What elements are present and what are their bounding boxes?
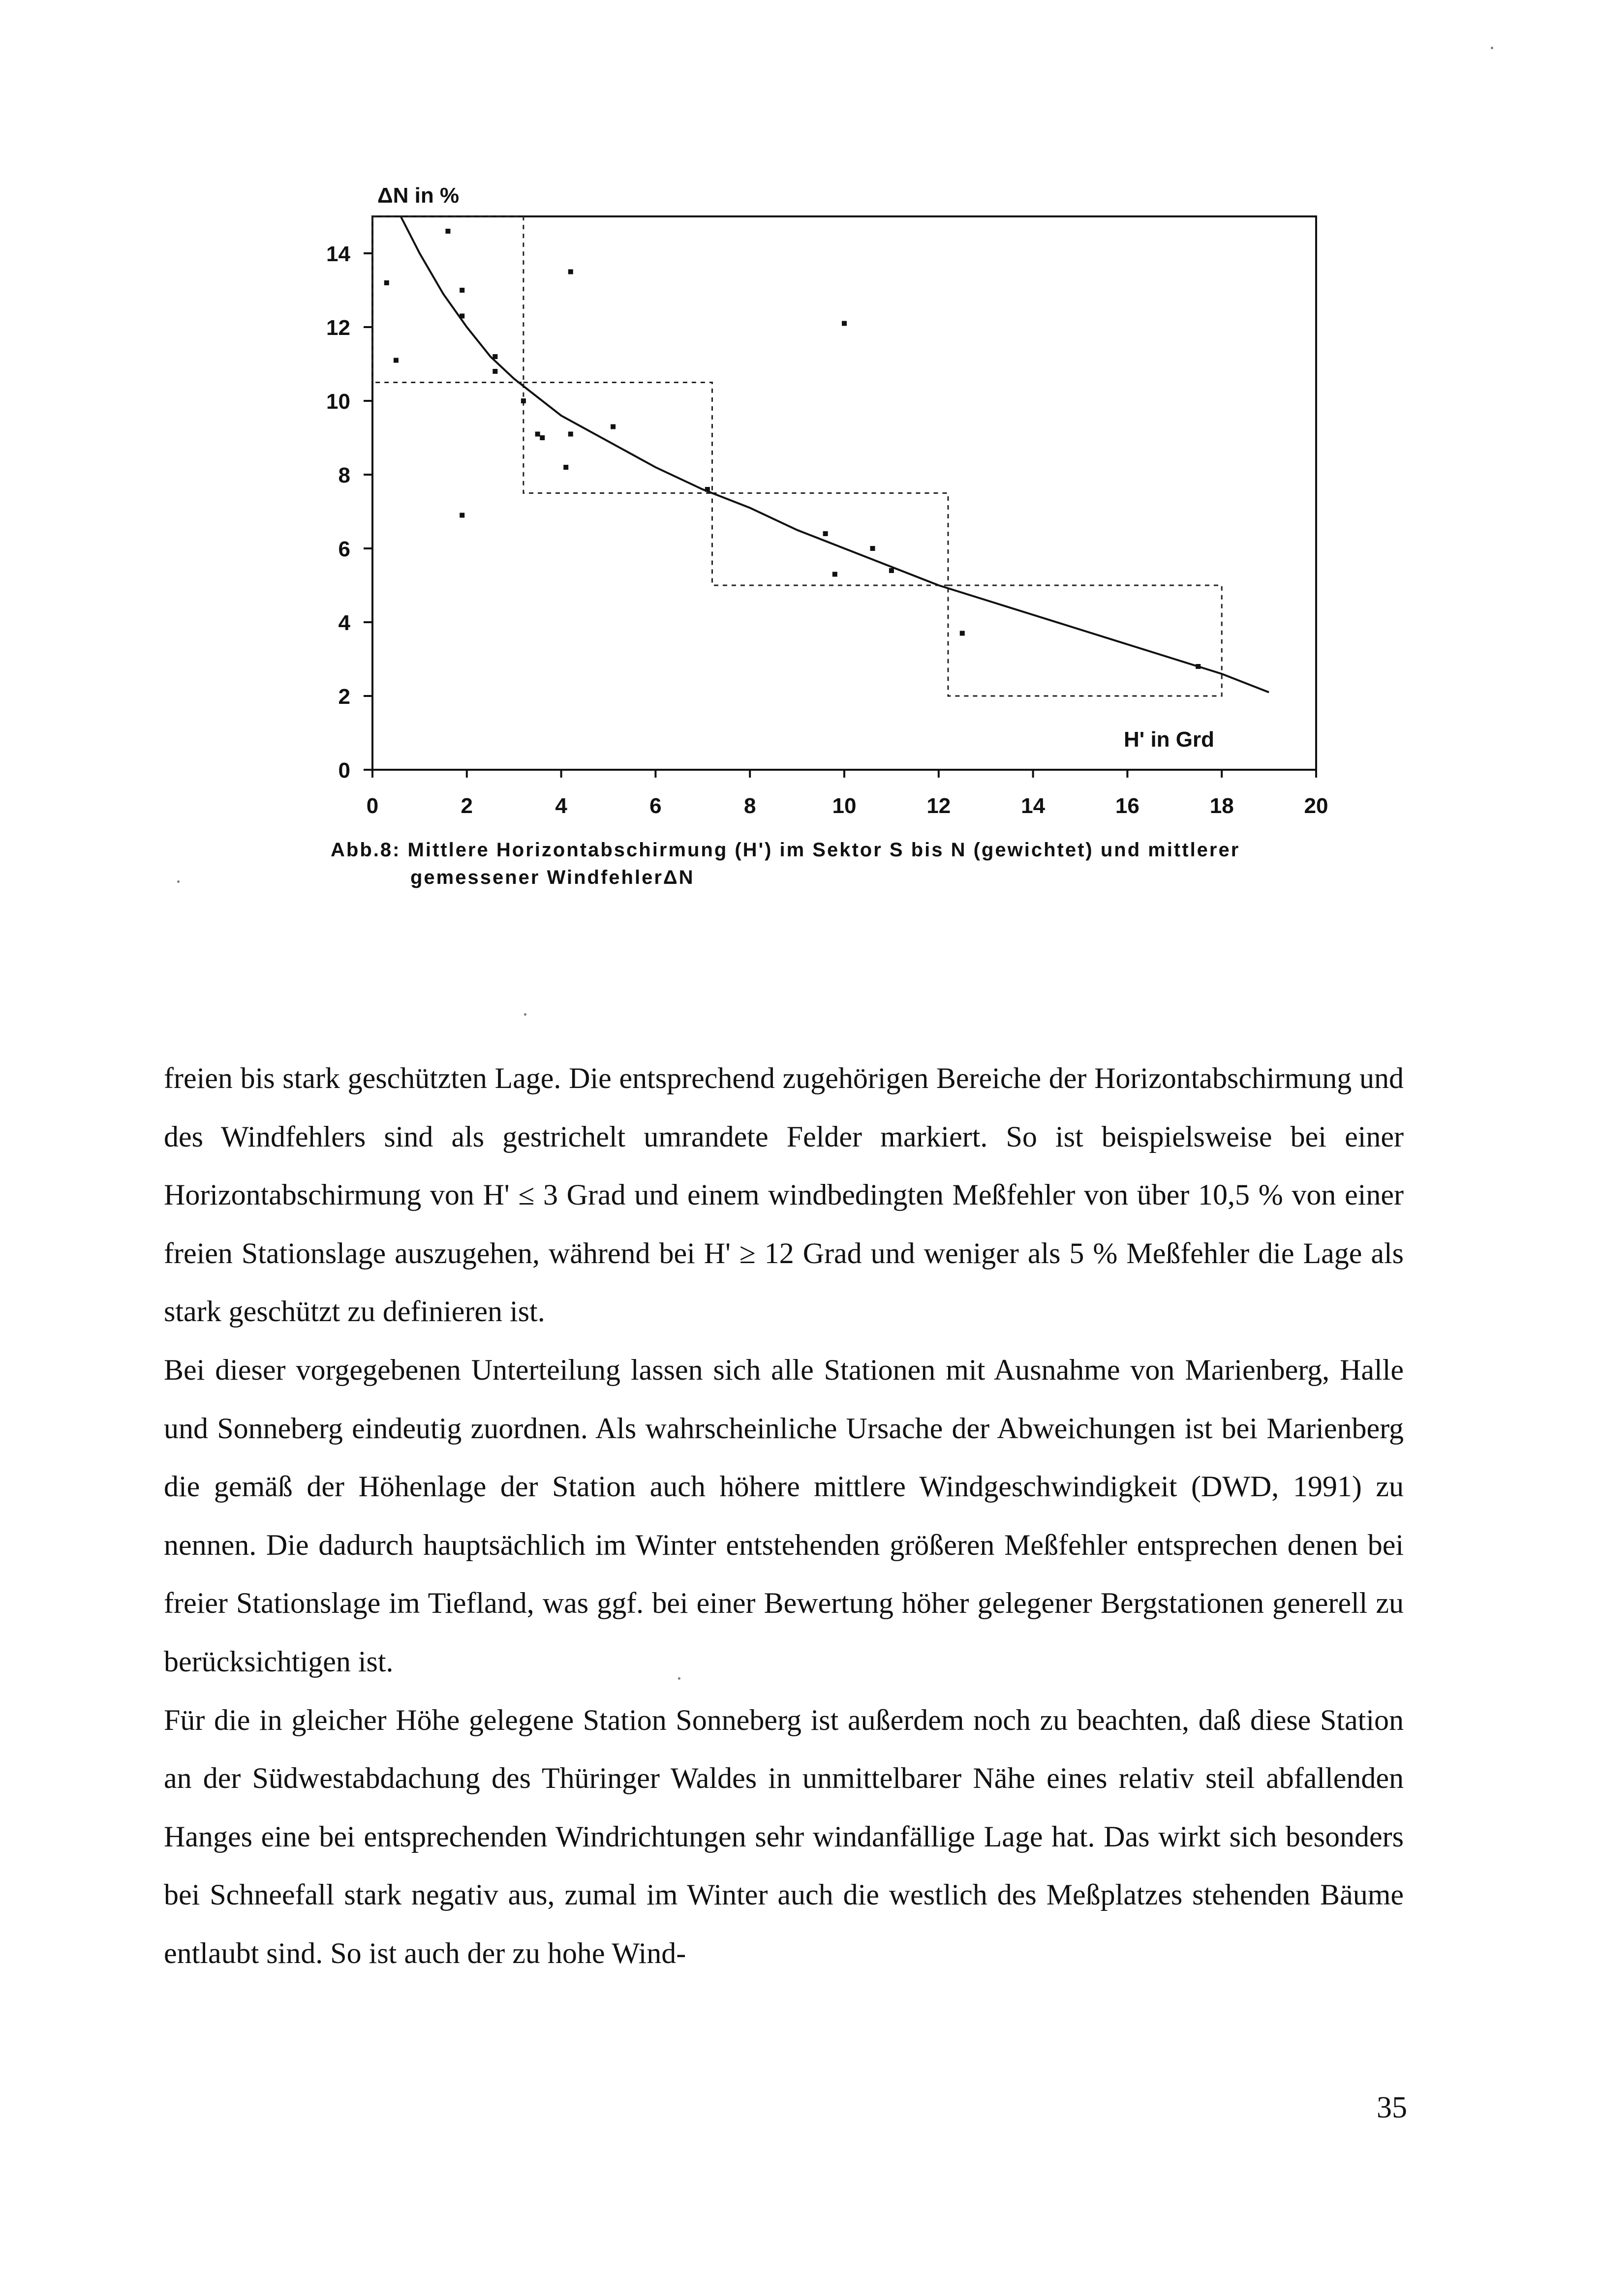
data-point bbox=[705, 487, 710, 492]
y-tick-label: 6 bbox=[338, 537, 350, 561]
data-point bbox=[445, 229, 450, 234]
data-point bbox=[460, 314, 464, 319]
x-tick-label: 16 bbox=[1115, 794, 1139, 818]
data-point bbox=[521, 398, 526, 403]
y-tick-label: 0 bbox=[338, 758, 350, 783]
x-tick-label: 10 bbox=[832, 794, 857, 818]
data-point bbox=[842, 321, 847, 326]
x-tick-label: 6 bbox=[649, 794, 662, 818]
page-number: 35 bbox=[1377, 2091, 1407, 2124]
y-tick-label: 10 bbox=[326, 390, 350, 414]
data-point bbox=[394, 358, 399, 363]
paragraph-3: Für die in gleicher Höhe gelegene Station Sonneberg ist außerdem noch zu beachten, daß diese Station an der Südwestabdachung des Thüringer Waldes in unmittelbarer Nähe eines relativ steil abfallenden Hanges eine bei entsprechenden Windrichtungen sehr windanfällige Lage hat. Das wirkt sich besonders bei Schneefall stark negativ aus, zumal im Winter auch die westlich des Meßplatzes stehenden Bäume entlaubt sind. So ist auch der zu hohe Wind- bbox=[164, 1703, 1404, 1969]
chart bbox=[295, 177, 1358, 866]
x-axis-label: H' in Grd bbox=[1123, 727, 1214, 752]
fit-curve-group bbox=[401, 216, 1269, 693]
data-point bbox=[535, 432, 540, 437]
data-point bbox=[889, 568, 894, 573]
y-tick-label: 8 bbox=[338, 463, 350, 487]
y-tick-label: 12 bbox=[326, 316, 350, 340]
data-point bbox=[1196, 664, 1201, 669]
body-text bbox=[164, 1049, 1404, 1983]
y-axis bbox=[326, 242, 372, 783]
x-tick-label: 8 bbox=[743, 794, 756, 818]
x-tick-label: 20 bbox=[1304, 794, 1328, 818]
paragraph-1: freien bis stark geschützten Lage. Die entsprechend zugehörigen Bereiche der Horizontabschirmung und des Windfehlers sind als gestrichelt umrandete Felder markiert. So ist beispielsweise bei einer Horizontabschirmung von H' ≤ 3 Grad und einem windbedingten Meßfehler von über 10,5 % von einer freien Stationslage auszugehen, während bei H' ≥ 12 Grad und weniger als 5 % Meßfehler die Lage als stark geschützt zu definieren ist. bbox=[164, 1062, 1404, 1328]
caption-line-1: Abb.8: Mittlere Horizontabschirmung (H') im Sektor S bis N (gewichtet) und mittlerer bbox=[331, 839, 1240, 861]
figure-abb-8 bbox=[295, 177, 1358, 866]
scan-speck bbox=[1491, 47, 1493, 49]
x-axis bbox=[367, 770, 1328, 818]
data-point bbox=[493, 354, 497, 359]
figure-caption bbox=[331, 836, 1364, 891]
data-point bbox=[870, 546, 875, 551]
scan-speck bbox=[177, 880, 180, 883]
x-tick-label: 0 bbox=[366, 794, 379, 818]
data-point bbox=[493, 369, 497, 374]
data-point bbox=[568, 270, 573, 274]
y-tick-label: 2 bbox=[338, 685, 350, 709]
x-tick-label: 18 bbox=[1209, 794, 1234, 818]
data-point bbox=[540, 435, 545, 440]
y-tick-label: 14 bbox=[326, 242, 350, 266]
region-boxes bbox=[372, 216, 1222, 696]
paragraph-2: Bei dieser vorgegebenen Unterteilung lassen sich alle Stationen mit Ausnahme von Marienberg, Halle und Sonneberg eindeutig zuordnen. Als wahrscheinliche Ursache der Abweichungen ist bei Marienberg die gemäß der Höhenlage der Station auch höhere mittlere Windgeschwindigkeit (DWD, 1991) zu nennen. Die dadurch hauptsächlich im Winter entstehenden größeren Meßfehler entsprechen denen bei freier Stationslage im Tiefland, was ggf. bei einer Bewertung höher gelegener Bergstationen generell zu berücksichtigen ist. bbox=[164, 1353, 1404, 1678]
x-tick-label: 14 bbox=[1021, 794, 1046, 818]
data-point bbox=[563, 465, 568, 470]
x-tick-label: 12 bbox=[926, 794, 951, 818]
data-points bbox=[384, 229, 1201, 669]
data-point bbox=[960, 631, 965, 636]
data-point bbox=[611, 424, 616, 429]
y-axis-label: ΔN in % bbox=[377, 183, 460, 208]
x-tick-label: 4 bbox=[555, 794, 567, 818]
data-point bbox=[832, 572, 837, 577]
region-box-2 bbox=[523, 383, 712, 493]
scan-speck bbox=[524, 1013, 526, 1016]
fit-curve bbox=[401, 216, 1269, 693]
data-point bbox=[823, 531, 828, 536]
x-tick-label: 2 bbox=[461, 794, 473, 818]
data-point bbox=[460, 513, 464, 518]
caption-line-2: gemessener WindfehlerΔN bbox=[410, 867, 695, 888]
y-tick-label: 4 bbox=[338, 611, 350, 635]
plot-border bbox=[372, 216, 1316, 770]
data-point bbox=[384, 280, 389, 285]
data-point bbox=[568, 432, 573, 437]
plot-area bbox=[372, 216, 1316, 770]
scan-speck bbox=[678, 1677, 680, 1680]
data-point bbox=[460, 288, 464, 293]
